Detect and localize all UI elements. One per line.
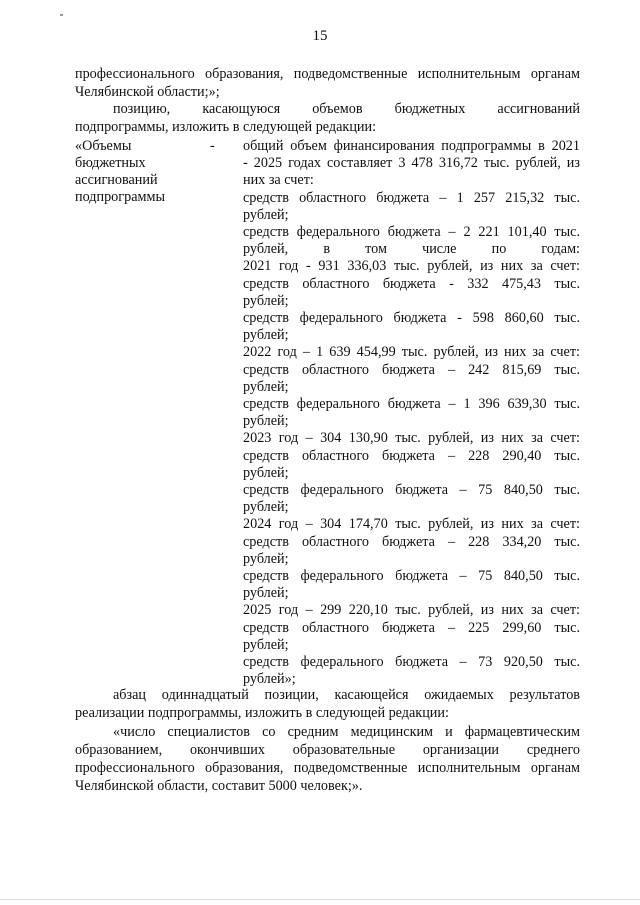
table-value-line: средств федерального бюджета – 75 840,50 тыс. [243, 482, 580, 498]
table-value-line: рублей; [243, 636, 289, 653]
table-value-line: рублей; [243, 292, 289, 309]
quote-line-4: Челябинской области, составит 5000 человек;». [75, 778, 363, 794]
table-value-line: рублей; [243, 499, 289, 516]
table-value-line: рублей; [243, 413, 289, 430]
table-value-line: средств областного бюджета – 228 334,20 тыс. [243, 533, 580, 550]
table-value-line: средств областного бюджета – 1 257 215,32 тыс. [243, 189, 580, 206]
table-value-line: рублей; [243, 206, 289, 223]
table-value-line: средств федерального бюджета – 1 396 639,30 тыс. [243, 396, 580, 412]
table-value-line: 2025 год – 299 220,10 тыс. рублей, из них за счет: [243, 602, 580, 619]
table-label-line: бюджетных [75, 155, 146, 171]
table-value-line: рублей»; [243, 671, 296, 688]
position-line-2: подпрограммы, изложить в следующей редакции: [75, 119, 377, 135]
table-value-line: средств федерального бюджета – 75 840,50 тыс. [243, 568, 580, 584]
table-label-line: ассигнований [75, 172, 158, 188]
table-value-line: рублей; [243, 585, 289, 602]
scan-edge [0, 899, 640, 900]
table-value-line: рублей; [243, 327, 289, 344]
quote-line-3: профессионального образования, подведомственные исполнительным органам [75, 760, 580, 776]
table-value-line: 2023 год – 304 130,90 тыс. рублей, из них за счет: [243, 430, 580, 447]
table-value-line: 2021 год - 931 336,03 тыс. рублей, из них за счет: [243, 258, 580, 275]
abzac-line-1: абзац одиннадцатый позиции, касающейся ожидаемых результатов [113, 687, 580, 703]
table-value-line: средств федерального бюджета – 73 920,50 тыс. [243, 654, 580, 670]
intro-line-1: профессионального образования, подведомственные исполнительным органам [75, 66, 580, 82]
table-value-line: рублей; [243, 378, 289, 395]
table-value-line: рублей, в том числе по годам: [243, 241, 580, 258]
table-value-line: средств федерального бюджета – 2 221 101,40 тыс. [243, 224, 580, 240]
table-value-line: общий объем финансирования подпрограммы в 2021 [243, 138, 580, 154]
table-value-line: рублей; [243, 550, 289, 567]
table-dash: - [210, 138, 215, 154]
position-line-1-text: позицию, касающуюся объемов бюджетных ассигнований [113, 101, 580, 117]
table-value-line: них за счет: [243, 172, 314, 189]
quote-line-2: образованием, окончивших образовательные организации среднего [75, 742, 580, 758]
table-value-line: - 2025 годах составляет 3 478 316,72 тыс. рублей, из [243, 155, 580, 172]
table-value-line: средств областного бюджета - 332 475,43 тыс. [243, 275, 580, 292]
intro-line-2: Челябинской области;»; [75, 84, 220, 100]
table-value-line: рублей; [243, 464, 289, 481]
table-label-line: подпрограммы [75, 189, 165, 205]
page-number: 15 [312, 28, 328, 44]
table-value-line: 2022 год – 1 639 454,99 тыс. рублей, из них за счет: [243, 344, 580, 361]
table-label-line: «Объемы [75, 138, 132, 154]
table-value-line: средств федерального бюджета - 598 860,60 тыс. [243, 310, 580, 326]
table-value-line: средств областного бюджета – 242 815,69 тыс. [243, 361, 580, 378]
table-value-line: средств областного бюджета – 228 290,40 тыс. [243, 447, 580, 464]
position-line-1 [113, 101, 580, 118]
quote-line-1: «число специалистов со средним медицинским и фармацевтическим [113, 724, 580, 740]
table-value-line: 2024 год – 304 174,70 тыс. рублей, из них за счет: [243, 516, 580, 533]
abzac-line-2: реализации подпрограммы, изложить в следующей редакции: [75, 705, 449, 721]
scan-speck [60, 14, 63, 16]
table-value-line: средств областного бюджета – 225 299,60 тыс. [243, 619, 580, 636]
